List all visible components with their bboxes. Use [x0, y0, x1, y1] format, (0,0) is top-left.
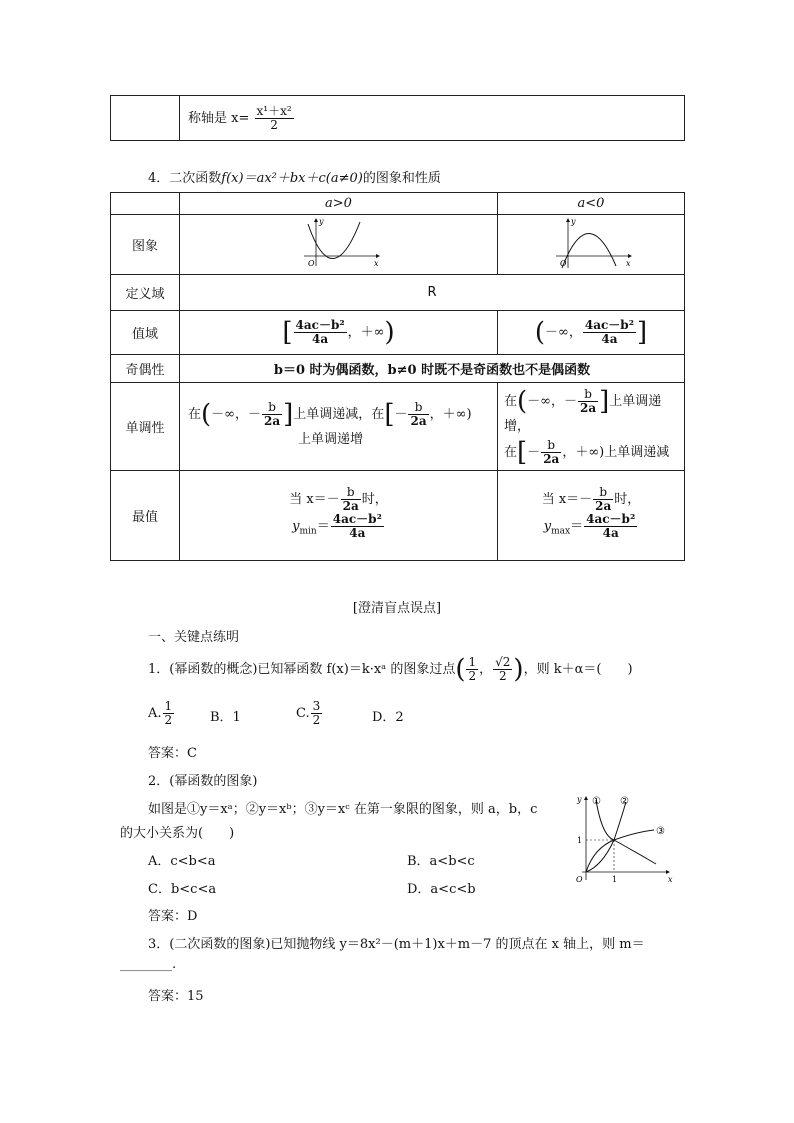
svg-text:②: ②: [620, 796, 629, 807]
row-label-graph: 图象: [111, 215, 180, 275]
row-label-parity: 奇偶性: [111, 355, 180, 383]
quadratic-table: [110, 192, 685, 561]
svg-text:1: 1: [577, 836, 583, 845]
domain-value: R: [180, 275, 685, 311]
col-header-a-neg: a<0: [498, 193, 685, 215]
top-table-empty-cell: [111, 96, 180, 141]
clarify-title: [澄清盲点误点]: [352, 601, 442, 616]
svg-text:O: O: [560, 258, 567, 268]
svg-text:O: O: [307, 258, 315, 268]
svg-text:y: y: [571, 216, 576, 226]
top-table-text-cell: [180, 96, 685, 141]
monotonicity-down: 在(－∞，－ $\frac{b}{2a}$ ]上单调递增， 在[－ $\frac{b}{2a}$ ，＋∞)上单调递减: [498, 383, 685, 471]
svg-text:③: ③: [656, 826, 665, 837]
row-label-range: 值域: [111, 311, 180, 355]
q2-option-a: A．c<b<a: [148, 854, 216, 869]
q1-option-d: D．2: [372, 710, 404, 725]
question-2: 2．(幂函数的图象): [148, 774, 258, 789]
svg-text:x: x: [373, 258, 379, 268]
q3-answer: 答案：15: [148, 989, 204, 1004]
power-function-graph: [568, 792, 678, 884]
svg-text:x: x: [668, 875, 673, 884]
extreme-min: 当 x＝－ $\frac{b}{2a}$ 时， $y_{min}=$ $\frac{\text{4ac－b²}}{4a}$: [180, 471, 498, 561]
q1-option-a: A. $\frac{1}{2}$: [148, 699, 173, 727]
section4-heading: 4．二次函数f(x)＝ax²＋bx＋c(a≠0)的图象和性质: [148, 171, 441, 186]
q2-answer: 答案：D: [148, 909, 198, 924]
parabola-up-graph: [294, 216, 384, 270]
q1-option-b: B．1: [210, 710, 241, 725]
svg-text:①: ①: [592, 796, 601, 807]
range-down: (－∞， $\frac{\text{4ac－b²}}{4a}$ ]: [498, 311, 685, 355]
question-3: 3．(二次函数的图象)已知抛物线 y＝8x²－(m＋1)x＋m－7 的顶点在 x 轴上，则 m＝: [148, 937, 645, 952]
range-up: [ $\frac{\text{4ac－b²}}{4a}$ ，＋∞): [180, 311, 498, 355]
q2-option-d: D．a<c<b: [407, 882, 476, 897]
svg-text:x: x: [626, 258, 631, 268]
row-label-domain: 定义域: [111, 275, 180, 311]
monotonicity-up: 在(－∞，－ $\frac{b}{2a}$ ]上单调递减，在[－ $\frac{b}{2a}$ ，＋∞) 上单调递增: [180, 383, 498, 471]
q2-body-2: 的大小关系为( ): [120, 826, 235, 841]
q2-body: 如图是①y＝xᵃ；②y＝xᵇ；③y＝xᶜ 在第一象限的图象，则 a，b，c: [148, 802, 538, 817]
q1-option-c: C. $\frac{3}{2}$: [296, 699, 321, 727]
extreme-max: 当 x＝－ $\frac{b}{2a}$ 时， $y_{max}=$ $\frac{\text{4ac－b²}}{4a}$: [498, 471, 685, 561]
svg-text:O: O: [576, 875, 583, 884]
axis-text: 称轴是 x=: [188, 110, 250, 126]
row-label-monotonicity: 单调性: [111, 383, 180, 471]
row-label-extreme: 最值: [111, 471, 180, 561]
top-table: [110, 95, 685, 141]
parity-value: b＝0 时为偶函数，b≠0 时既不是奇函数也不是偶函数: [180, 355, 685, 383]
q2-option-b: B．a<b<c: [407, 854, 475, 869]
q1-answer: 答案：C: [148, 746, 197, 761]
parabola-down-graph: [546, 216, 636, 270]
graph-upward: [180, 215, 498, 275]
svg-text:y: y: [577, 795, 582, 804]
q2-option-c: C．b<c<a: [148, 882, 217, 897]
axis-fraction: $\frac{\text{x¹＋x²}}{2}$: [256, 103, 292, 132]
question-1: 1．(幂函数的概念)已知幂函数 f(x)＝k·xᵃ 的图象过点( $\frac{1}{2}$ ， $\frac{√2}{2}$ )，则 k＋α＝( ): [148, 654, 633, 685]
q3-blank: ________.: [120, 957, 177, 972]
clarify-subheading: 一、关键点练明: [148, 630, 240, 645]
svg-text:1: 1: [612, 875, 618, 884]
col-header-a-pos: a>0: [180, 193, 498, 215]
svg-text:y: y: [318, 216, 324, 226]
graph-downward: [498, 215, 685, 275]
q1-options: [148, 700, 448, 730]
